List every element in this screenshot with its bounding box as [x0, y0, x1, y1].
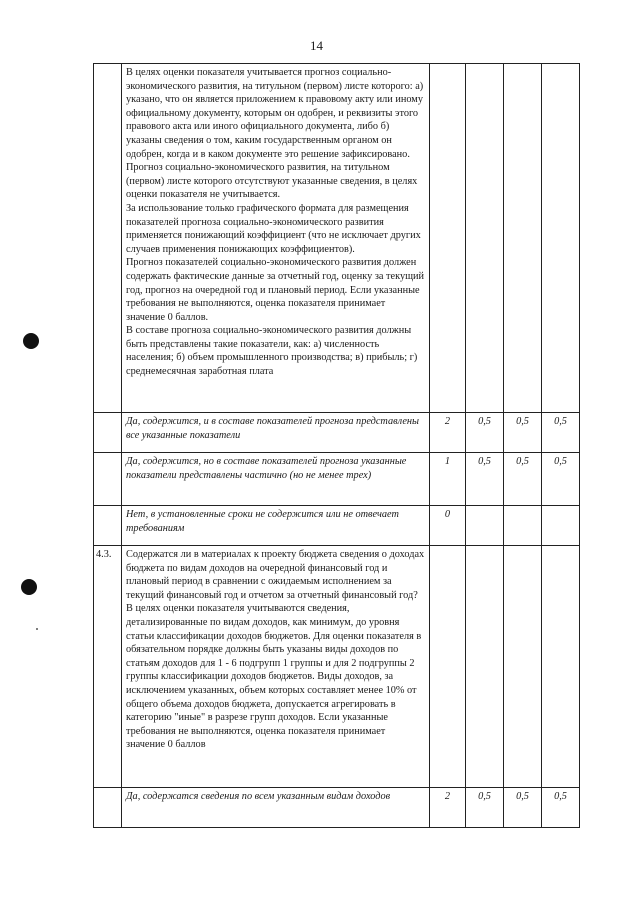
description-paragraph: В составе прогноза социально-экономического развития должны быть представлены такие показатели, как: а) численность населения; б) объем промышленного производства; в) прибыль; г) среднемесячная заработная плата	[126, 325, 418, 378]
score-cell	[430, 546, 466, 788]
table-row	[94, 453, 580, 506]
score-cell: 2	[430, 413, 466, 453]
table-row	[94, 546, 580, 788]
answer-option-text: Нет, в установленные сроки не содержится или не отвечает требованиям	[122, 506, 430, 546]
description-paragraph: Прогноз показателей социально-экономического развития должен содержать фактические данные за отчетный год, оценку за текущий год, прогноз на очередной год и плановый период. Если указанные требования не выполняются, оценка показателя принимает значение 0 баллов.	[126, 257, 425, 323]
coef-cell	[542, 546, 580, 788]
coef-cell: 0,5	[504, 413, 542, 453]
table-row	[94, 788, 580, 828]
punch-hole-lower	[21, 579, 37, 595]
item-number-cell	[94, 506, 122, 546]
item-number-cell: 4.3.	[94, 546, 122, 788]
description-paragraph: В целях оценки показателя учитывается прогноз социально-экономического развития, на титульном (первом) листе которого: а) указано, что он является приложением к правовому акту или иному официальному документу, которым он одобрен, и реквизиты этого правового акта или иного официального документа, либо б) указаны сведения о том, каким государственным органом он одобрен, когда и в каком документе это решение зафиксировано. Прогноз социально-экономического развития, на титульном (первом) листе которого отсутствуют указанные сведения, в целях оценки показателя не учитывается.	[126, 67, 424, 201]
coef-cell	[504, 546, 542, 788]
coef-cell: 0,5	[542, 413, 580, 453]
score-cell: 0	[430, 506, 466, 546]
table-row	[94, 413, 580, 453]
coef-cell	[466, 546, 504, 788]
speck-mark	[36, 628, 38, 630]
table-row	[94, 506, 580, 546]
coef-cell	[466, 506, 504, 546]
description-paragraph: За использование только графического формата для размещения показателей прогноза социально-экономического развития применяется понижающий коэффициент (что не исключает других случаев применения понижающих коэффициентов).	[126, 202, 421, 255]
item-number-cell	[94, 64, 122, 413]
answer-option-text: Да, содержатся сведения по всем указанным видам доходов	[122, 788, 430, 828]
item-number-cell	[94, 453, 122, 506]
coef-cell	[542, 64, 580, 413]
description-cell	[122, 64, 430, 413]
coef-cell	[504, 64, 542, 413]
question-text: Содержатся ли в материалах к проекту бюджета сведения о доходах бюджета по видам доходов на очередной финансовый год и плановый период в сравнении с ожидаемым исполнением за текущий финансовый год и отчетом за отчетный финансовый год?	[126, 549, 425, 601]
page-number: 14	[310, 38, 323, 53]
coef-cell	[504, 506, 542, 546]
punch-hole-upper	[23, 333, 39, 349]
answer-option-text: Да, содержится, и в составе показателей прогноза представлены все указанные показатели	[122, 413, 430, 453]
coef-cell: 0,5	[466, 788, 504, 828]
item-number-cell	[94, 788, 122, 828]
indicators-table	[93, 63, 580, 828]
coef-cell: 0,5	[542, 788, 580, 828]
coef-cell	[466, 64, 504, 413]
coef-cell: 0,5	[466, 413, 504, 453]
description-paragraph: В целях оценки показателя учитываются сведения, детализированные по видам доходов, как минимум, до уровня статьи классификации доходов бюджетов. Для оценки показателя в обязательном порядке должны быть указаны виды доходов по статьям доходов для 1 - 6 подгрупп 1 группы и для 2 подгруппы 2 группы классификации доходов бюджетов. Виды доходов, за исключением указанных, объем которых составляет менее 10% от общего объема доходов бюджета, допускается агрегировать в категорию "иные" в разрезе групп доходов. Если указанные требования не выполняются, оценка показателя принимает значение 0 баллов	[126, 603, 422, 751]
score-cell: 1	[430, 453, 466, 506]
coef-cell: 0,5	[542, 453, 580, 506]
description-cell	[122, 546, 430, 788]
score-cell	[430, 64, 466, 413]
item-number-cell	[94, 413, 122, 453]
coef-cell: 0,5	[466, 453, 504, 506]
score-cell: 2	[430, 788, 466, 828]
answer-option-text: Да, содержится, но в составе показателей прогноза указанные показатели представлены частично (но не менее трех)	[122, 453, 430, 506]
coef-cell: 0,5	[504, 453, 542, 506]
table-row	[94, 64, 580, 413]
coef-cell	[542, 506, 580, 546]
coef-cell: 0,5	[504, 788, 542, 828]
